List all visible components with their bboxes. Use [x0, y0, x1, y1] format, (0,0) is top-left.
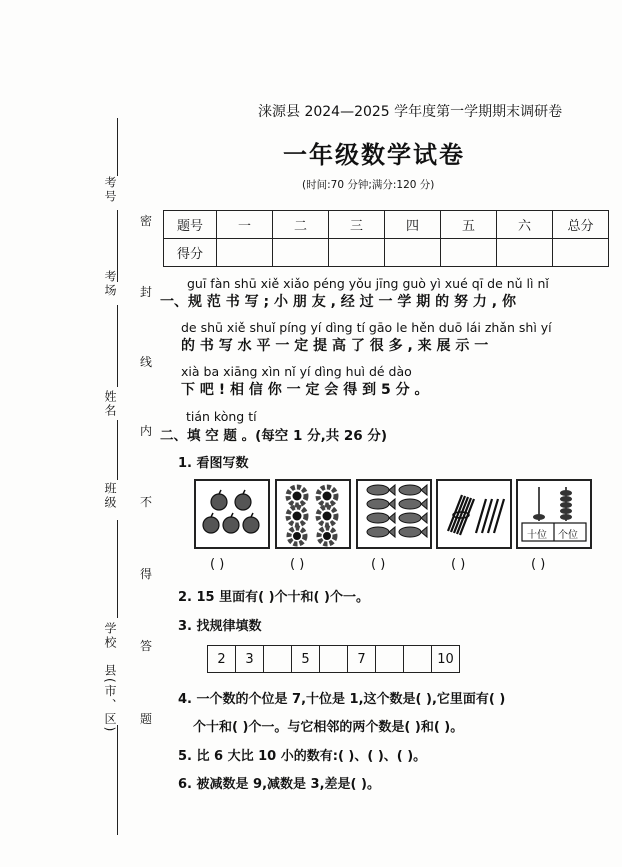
label-exam-number: 考号 [103, 176, 117, 204]
score-cell[interactable] [385, 239, 441, 267]
label-school: 学校 [103, 622, 117, 650]
answer-blank-2[interactable]: ( ) [290, 557, 305, 572]
fish-icon [358, 481, 430, 547]
seal-char-1: 密 [140, 214, 153, 228]
question-5: 5. 比 6 大比 10 小的数有:( )、( )、( )。 [178, 749, 427, 764]
score-table-header: 三 [329, 211, 385, 239]
section1-text-2: 的 书 写 水 平 一 定 提 高 了 很 多 , 来 展 示 一 [181, 338, 489, 354]
score-table-header: 四 [385, 211, 441, 239]
section2-pinyin: tián kòng tí [186, 409, 257, 424]
seal-char-5: 不 [140, 495, 153, 509]
answer-blank-4[interactable]: ( ) [451, 557, 466, 572]
seal-char-4: 内 [140, 424, 153, 438]
section1-text-1: 一、规 范 书 写 ; 小 朋 友 , 经 过 一 学 期 的 努 力 , 你 [160, 294, 516, 310]
sequence-cell-blank[interactable] [320, 646, 348, 673]
section1-text-3: 下 吧 ! 相 信 你 一 定 会 得 到 5 分 。 [181, 382, 429, 398]
sequence-cell-blank[interactable] [376, 646, 404, 673]
score-cell[interactable] [441, 239, 497, 267]
picture-sticks [436, 479, 512, 549]
sequence-cell-blank[interactable] [264, 646, 292, 673]
seal-char-8: 题 [140, 712, 153, 726]
flowers-icon [277, 481, 349, 547]
score-table-header: 六 [497, 211, 553, 239]
score-cell[interactable] [217, 239, 273, 267]
picture-flowers [275, 479, 351, 549]
question-2: 2. 15 里面有( )个十和( )个一。 [178, 590, 369, 605]
sequence-cell: 3 [236, 646, 264, 673]
score-cell[interactable] [329, 239, 385, 267]
binding-line-4 [117, 420, 118, 480]
sequence-cell-blank[interactable] [404, 646, 432, 673]
oranges-icon [196, 481, 268, 547]
sticks-icon [438, 481, 510, 547]
sequence-cell: 2 [208, 646, 236, 673]
question-4-line-1: 4. 一个数的个位是 7,十位是 1,这个数是( ),它里面有( ) [178, 692, 506, 707]
section1-pinyin-2: de shū xiě shuǐ píng yí dìng tí gāo le hěn duō lái zhǎn shì yí [181, 320, 552, 335]
binding-line-top [117, 118, 118, 176]
score-table-header: 总分 [553, 211, 609, 239]
score-table-header: 五 [441, 211, 497, 239]
binding-line-bottom [117, 725, 118, 835]
label-class: 班级 [103, 482, 117, 510]
answer-blank-5[interactable]: ( ) [531, 557, 546, 572]
binding-line-3 [117, 305, 118, 387]
section1-pinyin-3: xià ba xiāng xìn nǐ yí dìng huì dé dào [181, 364, 412, 379]
abacus-tens-label: 十位 [527, 530, 547, 541]
binding-line-5 [117, 520, 118, 618]
exam-subtitle: (时间:70 分钟;满分:120 分) [302, 179, 435, 191]
question-3: 3. 找规律填数 [178, 619, 262, 634]
section2-heading: 二、填 空 题 。(每空 1 分,共 26 分) [160, 428, 388, 444]
score-row-label: 得分 [164, 239, 217, 267]
score-cell[interactable] [553, 239, 609, 267]
label-name: 姓名 [103, 390, 117, 418]
question-1: 1. 看图写数 [178, 456, 249, 471]
question-4-line-2: 个十和( )个一。与它相邻的两个数是( )和( )。 [193, 720, 464, 735]
seal-char-6: 得 [140, 567, 153, 581]
abacus-ones-label: 个位 [558, 530, 578, 541]
picture-abacus [516, 479, 592, 549]
seal-char-7: 答 [140, 639, 153, 653]
sequence-cell: 10 [432, 646, 460, 673]
score-cell[interactable] [497, 239, 553, 267]
picture-fish [356, 479, 432, 549]
score-table-header: 一 [217, 211, 273, 239]
sequence-cell: 5 [292, 646, 320, 673]
seal-char-2: 封 [140, 285, 153, 299]
question-6: 6. 被减数是 9,减数是 3,差是( )。 [178, 777, 380, 792]
picture-oranges [194, 479, 270, 549]
answer-blank-3[interactable]: ( ) [371, 557, 386, 572]
section1-pinyin-1: guī fàn shū xiě xiǎo péng yǒu jīng guò yì xué qī de nǔ lì nǐ [187, 276, 549, 291]
page-title: 一年级数学试卷 [283, 141, 465, 169]
sequence-table [207, 645, 460, 673]
score-cell[interactable] [273, 239, 329, 267]
score-table-header: 题号 [164, 211, 217, 239]
score-table-header: 二 [273, 211, 329, 239]
exam-header: 涞源县 2024—2025 学年度第一学期期末调研卷 [258, 104, 563, 120]
label-exam-room: 考场 [103, 270, 117, 298]
sequence-cell: 7 [348, 646, 376, 673]
seal-char-3: 线 [140, 355, 153, 369]
score-table [163, 210, 609, 267]
answer-blank-1[interactable]: ( ) [210, 557, 225, 572]
label-county: 县(市、区) [103, 664, 117, 734]
